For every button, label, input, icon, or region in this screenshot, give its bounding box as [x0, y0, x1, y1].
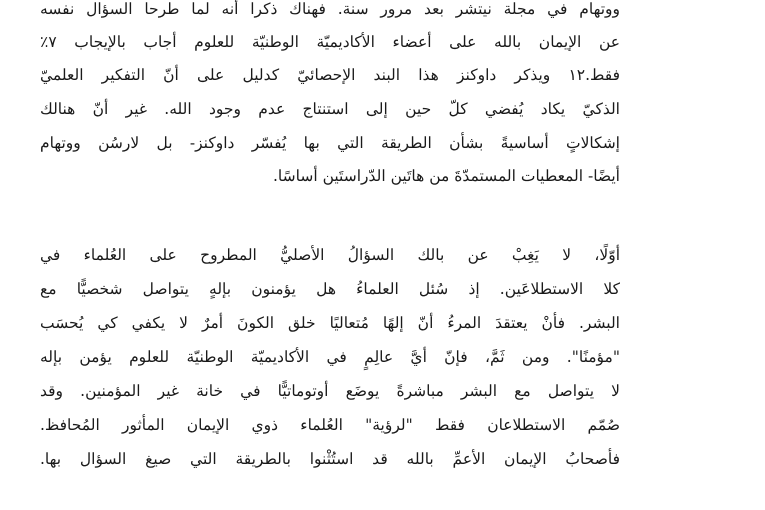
text-line: ووتهام في مجلة نيتشر بعد مرور سنة. فهناك ذكرا أنه لما طرحا السؤال نفسه — [40, 0, 620, 18]
text-line: عن الإيمان بالله على أعضاء الأكاديميّة الوطنيّة للعلوم أجاب بالإيجاب ٧٪ — [40, 33, 620, 51]
text-line: البشر. فأنْ يعتقدَ المرءُ أنّ إلهًا مُتعاليًا خلق الكونَ أمرٌ لا يكفي كي يُحسَب — [40, 314, 620, 332]
text-line: "مؤمنًا". ومن ثَمَّ، فإنّ أيَّ عالِمٍ في الأكاديميّة الوطنيّة للعلوم يؤمن بإله — [40, 348, 620, 366]
text-line: الذكيّ يكاد يُفضي كلّ حين إلى استنتاج عدم وجود الله. غير أنّ هنالك — [40, 100, 620, 118]
text-line-last: أيضًا- المعطيات المستمدّةَ من هاتَين الدّراستَين أساسًا. — [272, 167, 620, 185]
text-line: فقط.١٢ ويذكر داوكنز هذا البند الإحصائيّ كدليل على أنّ التفكير العلميّ — [40, 66, 620, 84]
text-line: لا يتواصل مع البشر مباشرةً يوضَع أوتوماتيًّا في خانة غير المؤمنين. وقد — [40, 382, 620, 400]
text-line: صُمّم الاستطلاعان فقط "لرؤية" العُلماء ذوي الإيمان المأثور المُحافظ. — [40, 416, 620, 434]
text-line: أوّلًا، لا يَغِبْ عن بالك السؤالُ الأصليُّ المطروح على العُلماء في — [40, 246, 620, 264]
text-line: كلا الاستطلاعَين. إذ سُئل العلماءُ هل يؤمنون بإلهٍ يتواصل شخصيًّا مع — [40, 280, 620, 298]
text-line: إشكالاتٍ أساسيةً بشأن الطريقة التي بها يُفسّر داوكنز- بل لارسُن ووتهام — [40, 134, 620, 152]
text-line: فأصحابُ الإيمان الأعمِّ بالله قد استُثْنوا بالطريقة التي صيغ السؤال بها. — [40, 450, 620, 468]
